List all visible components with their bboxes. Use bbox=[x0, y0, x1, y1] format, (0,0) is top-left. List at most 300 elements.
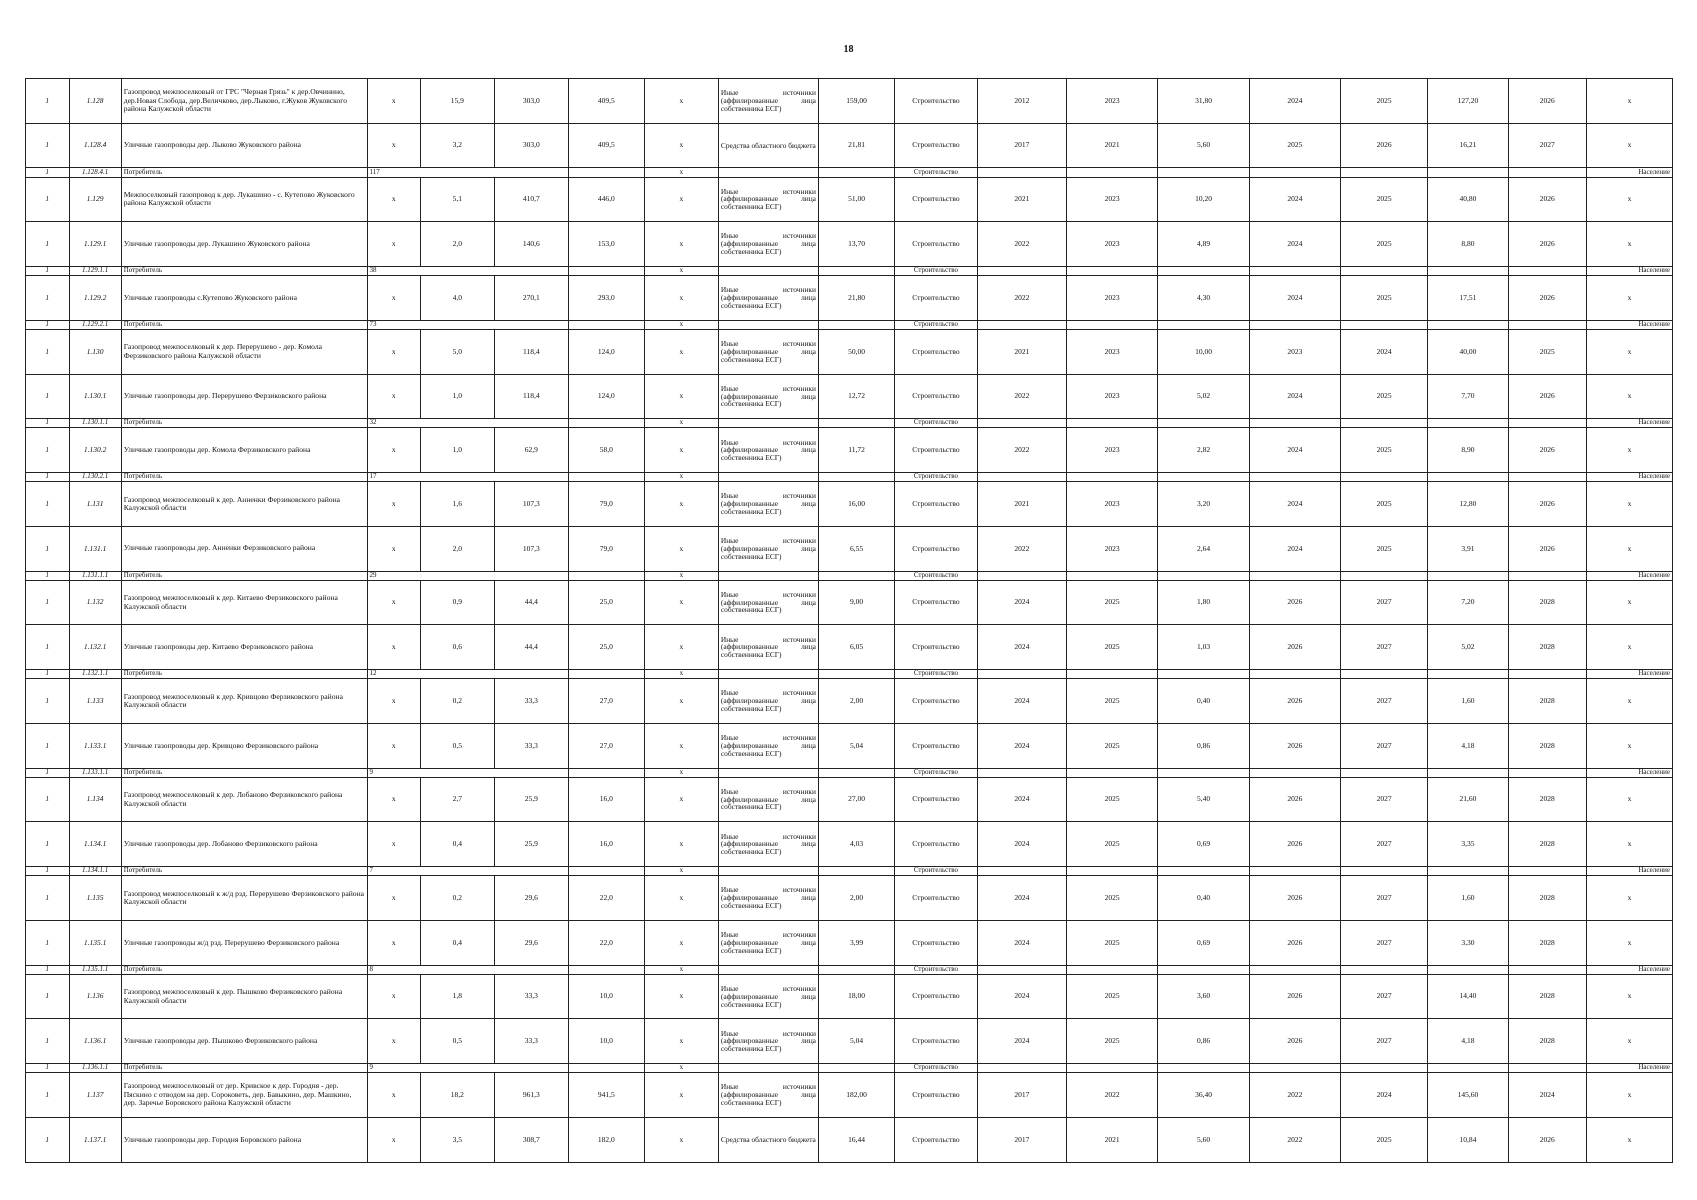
row-level-cell: 1 bbox=[26, 526, 70, 571]
completion-year-cell: 2025 bbox=[1508, 329, 1586, 374]
stage1-cost-cell: 0,69 bbox=[1158, 920, 1249, 965]
work-type-cell: Строительство bbox=[895, 867, 978, 876]
stage2-year-cell: 2025 bbox=[1341, 428, 1428, 473]
stage2-cost-cell: 3,35 bbox=[1428, 822, 1509, 867]
capacity-cell: 118,4 bbox=[494, 329, 568, 374]
empty-cell bbox=[1066, 571, 1157, 580]
object-name-cell: Уличные газопроводы дер. Китаево Ферзиковского района bbox=[121, 625, 367, 670]
length-km-cell: 0,5 bbox=[420, 1019, 494, 1064]
cell-flag-3-cell: x bbox=[1586, 777, 1672, 822]
capacity-cell: 62,9 bbox=[494, 428, 568, 473]
length-km-cell: 15,9 bbox=[420, 79, 494, 124]
stage1-year-cell: 2026 bbox=[1249, 580, 1340, 625]
cell-flag-2-cell: x bbox=[644, 876, 718, 921]
consumer-row bbox=[26, 1064, 1673, 1073]
empty-cell bbox=[1066, 965, 1157, 974]
empty-cell bbox=[718, 473, 818, 482]
year-start-cell: 2021 bbox=[977, 329, 1066, 374]
cell-flag-cell: x bbox=[367, 723, 420, 768]
row-code-cell: 1.136.1 bbox=[69, 1019, 121, 1064]
empty-cell bbox=[977, 670, 1066, 679]
consumer-label-cell: Потребитель bbox=[121, 571, 367, 580]
cell-flag-2-cell: x bbox=[644, 723, 718, 768]
row-level-cell: 1 bbox=[26, 1019, 70, 1064]
cell-flag-cell: x bbox=[367, 920, 420, 965]
empty-cell bbox=[1066, 1064, 1157, 1073]
volume-cell: 182,0 bbox=[568, 1117, 644, 1162]
empty-cell bbox=[1341, 168, 1428, 177]
completion-year-cell: 2026 bbox=[1508, 482, 1586, 527]
year-start-cell: 2022 bbox=[977, 374, 1066, 419]
stage1-cost-cell: 10,20 bbox=[1158, 177, 1249, 222]
consumer-category-cell: Население bbox=[1586, 320, 1672, 329]
row-code-cell: 1.133.1 bbox=[69, 723, 121, 768]
stage2-cost-cell: 5,02 bbox=[1428, 625, 1509, 670]
table-row bbox=[26, 679, 1673, 724]
object-name-cell: Уличные газопроводы дер. Комола Ферзиковского района bbox=[121, 428, 367, 473]
row-code-cell: 1.132.1.1 bbox=[69, 670, 121, 679]
stage2-cost-cell: 14,40 bbox=[1428, 974, 1509, 1019]
funding-source-cell: Иные источники (аффилированные лица собственника ЕСГ) bbox=[718, 329, 818, 374]
cell-flag-cell: x bbox=[367, 482, 420, 527]
row-level-cell: 1 bbox=[26, 625, 70, 670]
empty-cell bbox=[818, 867, 894, 876]
volume-cell: 446,0 bbox=[568, 177, 644, 222]
stage1-year-cell: 2022 bbox=[1249, 1117, 1340, 1162]
row-code-cell: 1.136.1.1 bbox=[69, 1064, 121, 1073]
row-level-cell: 1 bbox=[26, 1064, 70, 1073]
completion-year-cell: 2028 bbox=[1508, 822, 1586, 867]
stage2-cost-cell: 7,70 bbox=[1428, 374, 1509, 419]
year-start-cell: 2024 bbox=[977, 1019, 1066, 1064]
table-row bbox=[26, 876, 1673, 921]
empty-cell bbox=[1066, 867, 1157, 876]
cell-flag-cell: x bbox=[367, 1117, 420, 1162]
cell-flag-3-cell: x bbox=[1586, 1019, 1672, 1064]
volume-cell: 25,0 bbox=[568, 580, 644, 625]
empty-cell bbox=[977, 768, 1066, 777]
capacity-cell: 961,3 bbox=[494, 1073, 568, 1118]
row-level-cell: 1 bbox=[26, 965, 70, 974]
cell-flag-2-cell: x bbox=[644, 329, 718, 374]
stage2-year-cell: 2025 bbox=[1341, 222, 1428, 267]
cell-flag-cell: x bbox=[367, 428, 420, 473]
year-end-cell: 2025 bbox=[1066, 723, 1157, 768]
work-type-cell: Строительство bbox=[895, 276, 978, 321]
empty-cell bbox=[1158, 419, 1249, 428]
cell-flag-cell: x bbox=[367, 329, 420, 374]
consumer-count-cell: 38 bbox=[367, 266, 568, 275]
empty-cell bbox=[818, 571, 894, 580]
length-km-cell: 3,5 bbox=[420, 1117, 494, 1162]
stage2-cost-cell: 1,60 bbox=[1428, 679, 1509, 724]
work-type-cell: Строительство bbox=[895, 670, 978, 679]
row-level-cell: 1 bbox=[26, 419, 70, 428]
consumer-category-cell: Население bbox=[1586, 419, 1672, 428]
empty-cell bbox=[1508, 266, 1586, 275]
cell-flag-3-cell: x bbox=[1586, 79, 1672, 124]
work-type-cell: Строительство bbox=[895, 526, 978, 571]
empty-cell bbox=[1066, 473, 1157, 482]
row-level-cell: 1 bbox=[26, 177, 70, 222]
cell-flag-2-cell: x bbox=[644, 374, 718, 419]
length-km-cell: 2,0 bbox=[420, 526, 494, 571]
cost-cell: 21,81 bbox=[818, 123, 894, 168]
empty-cell bbox=[718, 320, 818, 329]
volume-cell: 293,0 bbox=[568, 276, 644, 321]
empty-cell bbox=[718, 965, 818, 974]
row-code-cell: 1.129.2.1 bbox=[69, 320, 121, 329]
funding-source-cell: Иные источники (аффилированные лица собственника ЕСГ) bbox=[718, 374, 818, 419]
row-level-cell: 1 bbox=[26, 679, 70, 724]
row-level-cell: 1 bbox=[26, 428, 70, 473]
stage1-cost-cell: 10,00 bbox=[1158, 329, 1249, 374]
empty-cell bbox=[977, 1064, 1066, 1073]
stage1-year-cell: 2024 bbox=[1249, 526, 1340, 571]
empty-cell bbox=[977, 867, 1066, 876]
row-code-cell: 1.129.1 bbox=[69, 222, 121, 267]
row-level-cell: 1 bbox=[26, 276, 70, 321]
volume-cell: 79,0 bbox=[568, 482, 644, 527]
consumer-label-cell: Потребитель bbox=[121, 419, 367, 428]
work-type-cell: Строительство bbox=[895, 965, 978, 974]
stage2-year-cell: 2026 bbox=[1341, 123, 1428, 168]
length-km-cell: 0,2 bbox=[420, 876, 494, 921]
stage2-year-cell: 2027 bbox=[1341, 1019, 1428, 1064]
cell-flag-3-cell: x bbox=[1586, 822, 1672, 867]
empty-cell bbox=[818, 473, 894, 482]
stage2-cost-cell: 21,60 bbox=[1428, 777, 1509, 822]
stage1-year-cell: 2024 bbox=[1249, 222, 1340, 267]
table-row bbox=[26, 374, 1673, 419]
row-level-cell: 1 bbox=[26, 723, 70, 768]
empty-cell bbox=[1158, 867, 1249, 876]
row-level-cell: 1 bbox=[26, 1117, 70, 1162]
empty-cell bbox=[1158, 266, 1249, 275]
empty-cell bbox=[718, 571, 818, 580]
stage1-cost-cell: 5,40 bbox=[1158, 777, 1249, 822]
empty-cell bbox=[1508, 768, 1586, 777]
empty-cell bbox=[1508, 1064, 1586, 1073]
empty-cell bbox=[568, 571, 644, 580]
stage2-cost-cell: 17,51 bbox=[1428, 276, 1509, 321]
year-start-cell: 2024 bbox=[977, 974, 1066, 1019]
year-start-cell: 2021 bbox=[977, 177, 1066, 222]
row-code-cell: 1.130.1.1 bbox=[69, 419, 121, 428]
stage1-year-cell: 2024 bbox=[1249, 177, 1340, 222]
stage1-year-cell: 2026 bbox=[1249, 679, 1340, 724]
year-end-cell: 2023 bbox=[1066, 177, 1157, 222]
funding-source-cell: Иные источники (аффилированные лица собственника ЕСГ) bbox=[718, 822, 818, 867]
length-km-cell: 0,2 bbox=[420, 679, 494, 724]
funding-source-cell: Иные источники (аффилированные лица собственника ЕСГ) bbox=[718, 428, 818, 473]
stage2-year-cell: 2027 bbox=[1341, 679, 1428, 724]
year-start-cell: 2024 bbox=[977, 723, 1066, 768]
empty-cell bbox=[1249, 670, 1340, 679]
empty-cell bbox=[818, 670, 894, 679]
object-name-cell: Уличные газопроводы с.Кутепово Жуковского района bbox=[121, 276, 367, 321]
consumer-category-cell: Население bbox=[1586, 768, 1672, 777]
row-level-cell: 1 bbox=[26, 473, 70, 482]
row-code-cell: 1.135.1 bbox=[69, 920, 121, 965]
stage2-cost-cell: 16,21 bbox=[1428, 123, 1509, 168]
stage1-year-cell: 2024 bbox=[1249, 79, 1340, 124]
cost-cell: 3,99 bbox=[818, 920, 894, 965]
cell-flag-cell: x bbox=[644, 320, 718, 329]
cell-flag-cell: x bbox=[367, 222, 420, 267]
cell-flag-cell: x bbox=[367, 526, 420, 571]
year-start-cell: 2012 bbox=[977, 79, 1066, 124]
cell-flag-2-cell: x bbox=[644, 526, 718, 571]
row-level-cell: 1 bbox=[26, 571, 70, 580]
consumer-row bbox=[26, 419, 1673, 428]
row-level-cell: 1 bbox=[26, 920, 70, 965]
row-code-cell: 1.132.1 bbox=[69, 625, 121, 670]
stage2-year-cell: 2027 bbox=[1341, 974, 1428, 1019]
work-type-cell: Строительство bbox=[895, 876, 978, 921]
empty-cell bbox=[1428, 168, 1509, 177]
cell-flag-2-cell: x bbox=[644, 222, 718, 267]
completion-year-cell: 2026 bbox=[1508, 79, 1586, 124]
empty-cell bbox=[1066, 768, 1157, 777]
year-end-cell: 2023 bbox=[1066, 482, 1157, 527]
empty-cell bbox=[568, 1064, 644, 1073]
funding-source-cell: Иные источники (аффилированные лица собственника ЕСГ) bbox=[718, 625, 818, 670]
empty-cell bbox=[1249, 320, 1340, 329]
year-end-cell: 2025 bbox=[1066, 777, 1157, 822]
stage2-year-cell: 2024 bbox=[1341, 1073, 1428, 1118]
empty-cell bbox=[568, 266, 644, 275]
cell-flag-2-cell: x bbox=[644, 1117, 718, 1162]
table-row bbox=[26, 79, 1673, 124]
object-name-cell: Уличные газопроводы дер. Городня Боровского района bbox=[121, 1117, 367, 1162]
capacity-cell: 303,0 bbox=[494, 79, 568, 124]
empty-cell bbox=[1428, 768, 1509, 777]
table-row bbox=[26, 177, 1673, 222]
consumer-row bbox=[26, 320, 1673, 329]
work-type-cell: Строительство bbox=[895, 222, 978, 267]
empty-cell bbox=[977, 168, 1066, 177]
completion-year-cell: 2028 bbox=[1508, 876, 1586, 921]
empty-cell bbox=[977, 266, 1066, 275]
funding-source-cell: Иные источники (аффилированные лица собственника ЕСГ) bbox=[718, 276, 818, 321]
cell-flag-cell: x bbox=[367, 777, 420, 822]
cell-flag-3-cell: x bbox=[1586, 374, 1672, 419]
stage1-cost-cell: 36,40 bbox=[1158, 1073, 1249, 1118]
cell-flag-cell: x bbox=[367, 974, 420, 1019]
cell-flag-cell: x bbox=[644, 1064, 718, 1073]
row-code-cell: 1.135.1.1 bbox=[69, 965, 121, 974]
consumer-row bbox=[26, 168, 1673, 177]
stage1-cost-cell: 2,64 bbox=[1158, 526, 1249, 571]
work-type-cell: Строительство bbox=[895, 123, 978, 168]
stage2-year-cell: 2027 bbox=[1341, 876, 1428, 921]
cell-flag-cell: x bbox=[367, 276, 420, 321]
cell-flag-2-cell: x bbox=[644, 177, 718, 222]
empty-cell bbox=[1508, 168, 1586, 177]
object-name-cell: Газопровод межпоселковый к дер. Перерушево - дер. Комола Ферзиковского района Калужской области bbox=[121, 329, 367, 374]
cell-flag-2-cell: x bbox=[644, 482, 718, 527]
empty-cell bbox=[1066, 168, 1157, 177]
empty-cell bbox=[1158, 473, 1249, 482]
year-end-cell: 2023 bbox=[1066, 374, 1157, 419]
length-km-cell: 1,0 bbox=[420, 374, 494, 419]
volume-cell: 153,0 bbox=[568, 222, 644, 267]
stage2-cost-cell: 3,30 bbox=[1428, 920, 1509, 965]
consumer-count-cell: 73 bbox=[367, 320, 568, 329]
table-row bbox=[26, 329, 1673, 374]
empty-cell bbox=[1158, 571, 1249, 580]
object-name-cell: Газопровод межпоселковый к дер. Пышково Ферзиковского района Калужской области bbox=[121, 974, 367, 1019]
empty-cell bbox=[1508, 473, 1586, 482]
cell-flag-2-cell: x bbox=[644, 580, 718, 625]
consumer-category-cell: Население bbox=[1586, 670, 1672, 679]
empty-cell bbox=[818, 1064, 894, 1073]
funding-source-cell: Иные источники (аффилированные лица собственника ЕСГ) bbox=[718, 177, 818, 222]
empty-cell bbox=[818, 768, 894, 777]
funding-source-cell: Иные источники (аффилированные лица собственника ЕСГ) bbox=[718, 482, 818, 527]
stage1-year-cell: 2026 bbox=[1249, 822, 1340, 867]
stage1-cost-cell: 31,80 bbox=[1158, 79, 1249, 124]
work-type-cell: Строительство bbox=[895, 974, 978, 1019]
empty-cell bbox=[718, 168, 818, 177]
capacity-cell: 25,9 bbox=[494, 777, 568, 822]
year-end-cell: 2025 bbox=[1066, 920, 1157, 965]
row-code-cell: 1.129.2 bbox=[69, 276, 121, 321]
object-name-cell: Газопровод межпоселковый к дер. Анненки Ферзиковского района Калужской области bbox=[121, 482, 367, 527]
capacity-cell: 118,4 bbox=[494, 374, 568, 419]
empty-cell bbox=[1508, 670, 1586, 679]
row-code-cell: 1.133 bbox=[69, 679, 121, 724]
table-row bbox=[26, 777, 1673, 822]
consumer-label-cell: Потребитель bbox=[121, 867, 367, 876]
stage2-cost-cell: 8,80 bbox=[1428, 222, 1509, 267]
empty-cell bbox=[818, 320, 894, 329]
row-code-cell: 1.131 bbox=[69, 482, 121, 527]
stage2-year-cell: 2027 bbox=[1341, 580, 1428, 625]
year-end-cell: 2025 bbox=[1066, 580, 1157, 625]
object-name-cell: Газопровод межпоселковый к дер. Лобаново Ферзиковского района Калужской области bbox=[121, 777, 367, 822]
cell-flag-3-cell: x bbox=[1586, 123, 1672, 168]
table-row bbox=[26, 974, 1673, 1019]
empty-cell bbox=[1066, 419, 1157, 428]
object-name-cell: Газопровод межпоселковый от дер. Кривское к дер. Городня - дер. Пяскино с отводом на дер. Сороковеть, дер. Бавыкино, дер. Машкино, дер. Заречье Боровского района Калужской области bbox=[121, 1073, 367, 1118]
work-type-cell: Строительство bbox=[895, 1064, 978, 1073]
stage2-year-cell: 2027 bbox=[1341, 625, 1428, 670]
stage2-cost-cell: 10,84 bbox=[1428, 1117, 1509, 1162]
consumer-category-cell: Население bbox=[1586, 965, 1672, 974]
stage1-year-cell: 2026 bbox=[1249, 920, 1340, 965]
cell-flag-3-cell: x bbox=[1586, 723, 1672, 768]
year-end-cell: 2021 bbox=[1066, 1117, 1157, 1162]
work-type-cell: Строительство bbox=[895, 723, 978, 768]
consumer-category-cell: Население bbox=[1586, 867, 1672, 876]
row-level-cell: 1 bbox=[26, 670, 70, 679]
capacity-cell: 33,3 bbox=[494, 723, 568, 768]
cell-flag-3-cell: x bbox=[1586, 276, 1672, 321]
cell-flag-cell: x bbox=[367, 876, 420, 921]
year-start-cell: 2024 bbox=[977, 876, 1066, 921]
cost-cell: 51,00 bbox=[818, 177, 894, 222]
capacity-cell: 308,7 bbox=[494, 1117, 568, 1162]
table-row bbox=[26, 920, 1673, 965]
capacity-cell: 33,3 bbox=[494, 1019, 568, 1064]
row-level-cell: 1 bbox=[26, 168, 70, 177]
length-km-cell: 18,2 bbox=[420, 1073, 494, 1118]
stage2-cost-cell: 40,80 bbox=[1428, 177, 1509, 222]
object-name-cell: Уличные газопроводы дер. Пышково Ферзиковского района bbox=[121, 1019, 367, 1064]
length-km-cell: 2,0 bbox=[420, 222, 494, 267]
cell-flag-cell: x bbox=[644, 266, 718, 275]
stage1-year-cell: 2024 bbox=[1249, 374, 1340, 419]
empty-cell bbox=[1249, 571, 1340, 580]
stage1-year-cell: 2026 bbox=[1249, 876, 1340, 921]
table-row bbox=[26, 822, 1673, 867]
table-row bbox=[26, 482, 1673, 527]
cell-flag-cell: x bbox=[367, 177, 420, 222]
consumer-count-cell: 9 bbox=[367, 768, 568, 777]
cost-cell: 159,00 bbox=[818, 79, 894, 124]
empty-cell bbox=[1249, 266, 1340, 275]
completion-year-cell: 2026 bbox=[1508, 374, 1586, 419]
year-end-cell: 2025 bbox=[1066, 625, 1157, 670]
cell-flag-cell: x bbox=[644, 419, 718, 428]
cost-cell: 5,04 bbox=[818, 1019, 894, 1064]
empty-cell bbox=[1341, 266, 1428, 275]
length-km-cell: 0,6 bbox=[420, 625, 494, 670]
empty-cell bbox=[718, 266, 818, 275]
stage1-cost-cell: 4,30 bbox=[1158, 276, 1249, 321]
stage1-year-cell: 2024 bbox=[1249, 276, 1340, 321]
empty-cell bbox=[1428, 965, 1509, 974]
stage1-year-cell: 2024 bbox=[1249, 482, 1340, 527]
empty-cell bbox=[1341, 670, 1428, 679]
empty-cell bbox=[1158, 1064, 1249, 1073]
year-start-cell: 2022 bbox=[977, 276, 1066, 321]
empty-cell bbox=[1508, 419, 1586, 428]
empty-cell bbox=[718, 768, 818, 777]
object-name-cell: Уличные газопроводы дер. Лыково Жуковского района bbox=[121, 123, 367, 168]
work-type-cell: Строительство bbox=[895, 571, 978, 580]
completion-year-cell: 2027 bbox=[1508, 123, 1586, 168]
stage2-cost-cell: 127,20 bbox=[1428, 79, 1509, 124]
table-row bbox=[26, 276, 1673, 321]
empty-cell bbox=[1428, 320, 1509, 329]
empty-cell bbox=[1341, 768, 1428, 777]
row-code-cell: 1.132 bbox=[69, 580, 121, 625]
row-code-cell: 1.129 bbox=[69, 177, 121, 222]
stage1-cost-cell: 1,03 bbox=[1158, 625, 1249, 670]
cell-flag-2-cell: x bbox=[644, 276, 718, 321]
work-type-cell: Строительство bbox=[895, 625, 978, 670]
capacity-cell: 303,0 bbox=[494, 123, 568, 168]
row-level-cell: 1 bbox=[26, 329, 70, 374]
row-level-cell: 1 bbox=[26, 777, 70, 822]
cell-flag-3-cell: x bbox=[1586, 1073, 1672, 1118]
row-code-cell: 1.130.1 bbox=[69, 374, 121, 419]
gas-program-table bbox=[25, 78, 1673, 1163]
empty-cell bbox=[718, 867, 818, 876]
empty-cell bbox=[977, 965, 1066, 974]
stage2-year-cell: 2025 bbox=[1341, 177, 1428, 222]
year-start-cell: 2022 bbox=[977, 428, 1066, 473]
cell-flag-cell: x bbox=[367, 374, 420, 419]
length-km-cell: 1,6 bbox=[420, 482, 494, 527]
stage1-year-cell: 2023 bbox=[1249, 329, 1340, 374]
consumer-label-cell: Потребитель bbox=[121, 266, 367, 275]
empty-cell bbox=[568, 168, 644, 177]
completion-year-cell: 2028 bbox=[1508, 625, 1586, 670]
